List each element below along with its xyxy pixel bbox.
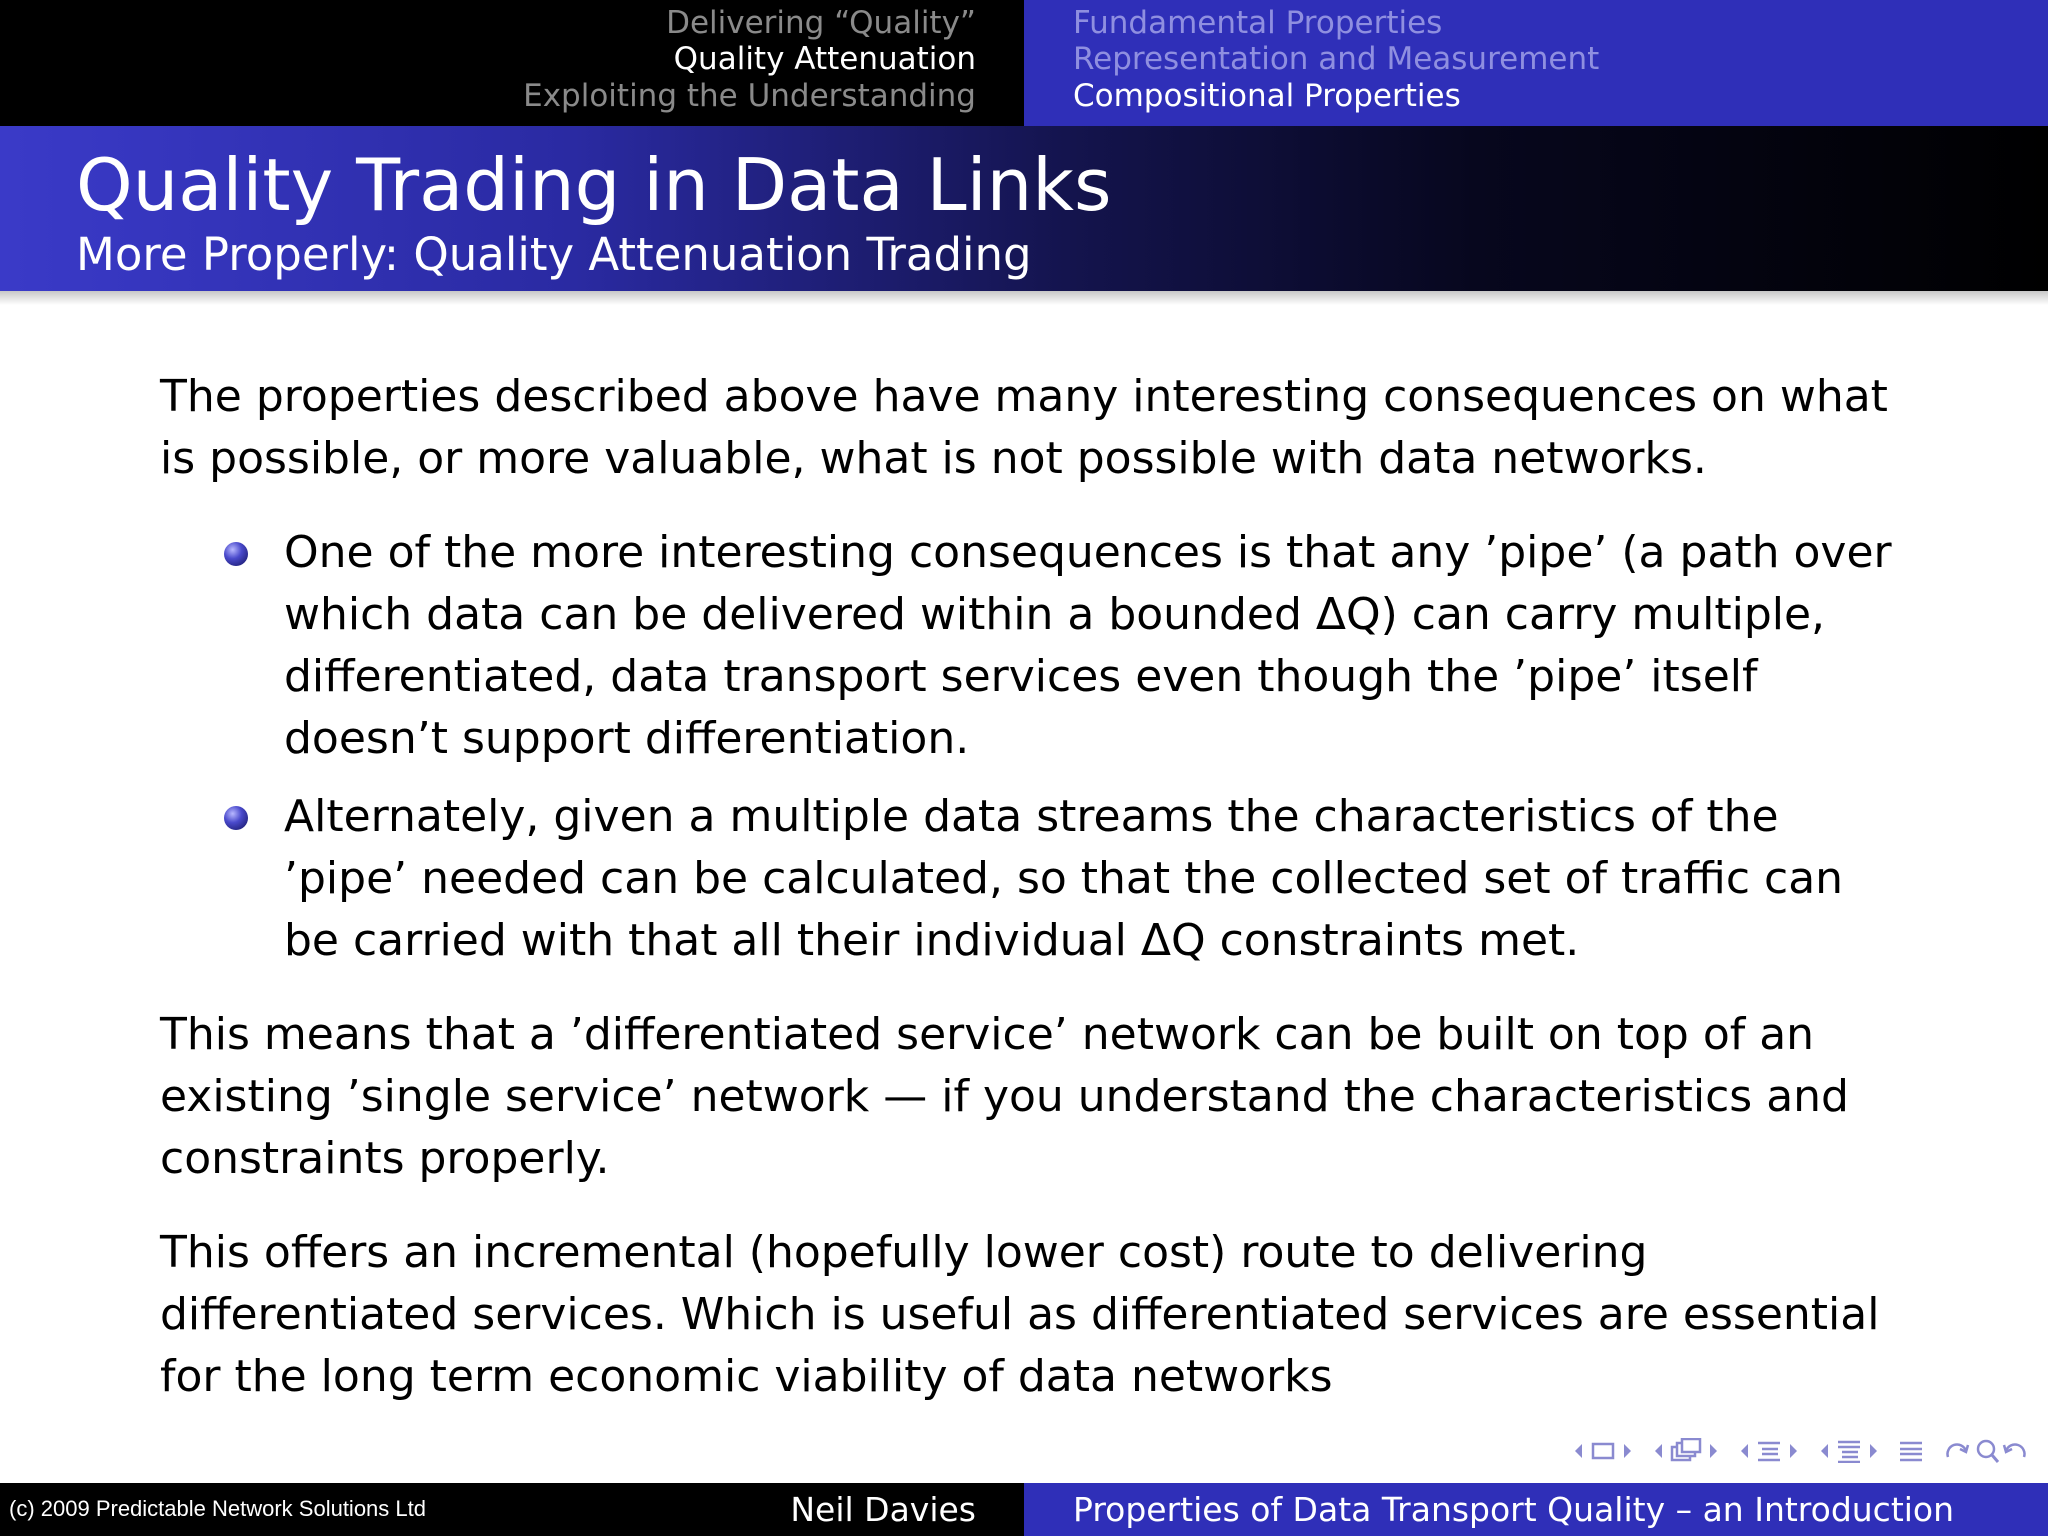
nav-section-exploiting-understanding[interactable]: Exploiting the Understanding — [523, 78, 976, 114]
nav-section-delivering-quality[interactable]: Delivering “Quality” — [666, 5, 976, 41]
slide-body — [160, 366, 1900, 1440]
document-nav-icon[interactable] — [1818, 1439, 1880, 1463]
nav-section-quality-attenuation[interactable]: Quality Attenuation — [673, 41, 976, 77]
appendix-nav-icon[interactable] — [1898, 1439, 1924, 1463]
footline-right — [1024, 1483, 2048, 1536]
footline-left — [0, 1483, 1024, 1536]
bullet-text: One of the more interesting consequences is that any ’pipe’ (a path over which data can be delivered within a bounded ΔQ) can carry multiple, differentiated, data transport services even though the ’pipe’ itself doesn’t support differentiation. — [284, 527, 1892, 764]
bullet-text: Alternately, given a multiple data streams the characteristics of the ’pipe’ needed can be calculated, so that the collected set of traffic can be carried with that all their individual ΔQ constraints met. — [284, 791, 1844, 966]
nav-subsection-representation-measurement[interactable]: Representation and Measurement — [1073, 41, 1600, 77]
intro-paragraph: The properties described above have many interesting consequences on what is possible, or more valuable, what is not possible with data networks. — [160, 371, 1888, 484]
frame-nav-icon[interactable] — [1572, 1441, 1634, 1461]
nav-subsection-fundamental-properties[interactable]: Fundamental Properties — [1073, 5, 1443, 41]
nav-subsection-compositional-properties[interactable]: Compositional Properties — [1073, 78, 1461, 114]
bullet-ball-icon — [224, 806, 248, 830]
footer-talk-title: Properties of Data Transport Quality – an Introduction — [1073, 1490, 1955, 1529]
subsection-navigation — [1024, 0, 2048, 126]
copyright-notice: (c) 2009 Predictable Network Solutions Ltd — [9, 1496, 426, 1521]
subsection-nav-icon[interactable] — [1652, 1438, 1720, 1464]
top-navigation — [0, 0, 2048, 126]
list-item — [284, 522, 1900, 770]
footer-author: Neil Davies — [790, 1490, 976, 1529]
slide-subtitle: More Properly: Quality Attenuation Trading — [76, 228, 1032, 281]
body-paragraph-2: This means that a ’differentiated service’ network can be built on top of an existing ’single service’ network — if you understand the characteristics and constraints properly. — [160, 1009, 1849, 1184]
body-paragraph-3: This offers an incremental (hopefully lower cost) route to delivering differentiated services. Which is useful as differentiated services are essential for the long term economic viability of data networks — [160, 1227, 1880, 1402]
section-nav-icon[interactable] — [1738, 1439, 1800, 1463]
list-item — [284, 786, 1900, 972]
slide-title: Quality Trading in Data Links — [76, 143, 1112, 227]
footline — [0, 1483, 2048, 1536]
title-shadow — [0, 291, 2048, 305]
bullet-ball-icon — [224, 542, 248, 566]
search-nav-icon[interactable] — [1942, 1437, 2030, 1465]
frame-title-band — [0, 126, 2048, 291]
bullet-list — [160, 522, 1900, 972]
navigation-symbols — [1572, 1436, 2030, 1466]
section-navigation — [0, 0, 1024, 126]
